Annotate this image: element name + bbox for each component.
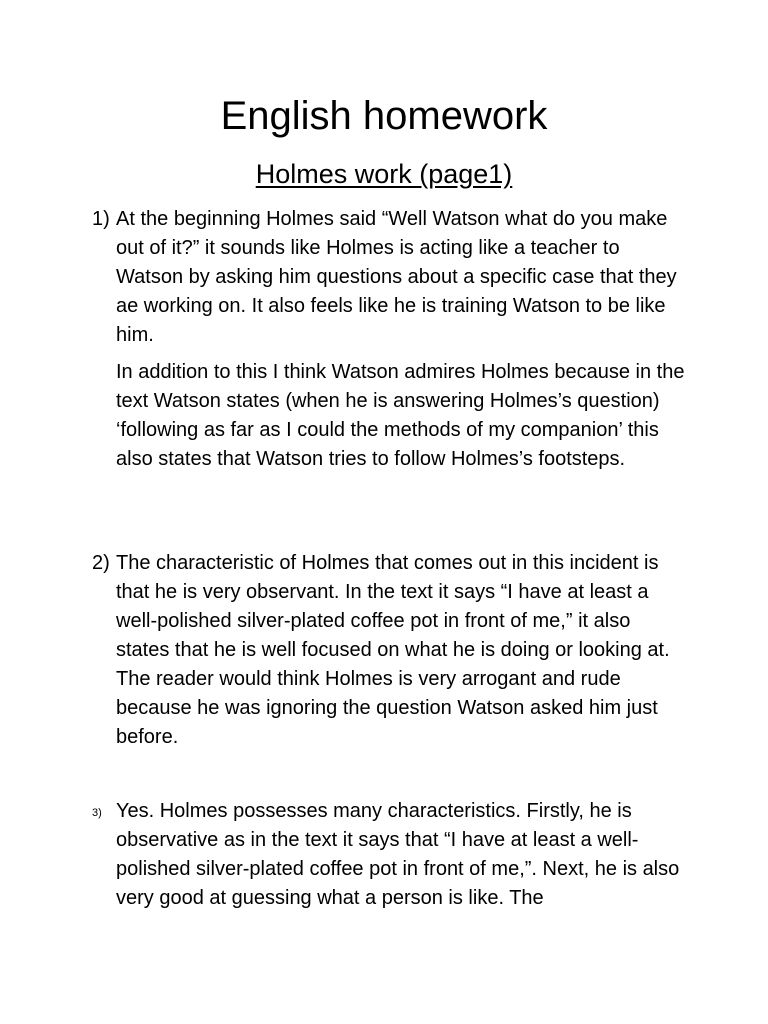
document-subtitle: Holmes work (page1) [255, 159, 513, 189]
document-title: English homework [220, 94, 548, 138]
list-item [92, 797, 692, 921]
paragraph: Yes. Holmes possesses many characteristics. Firstly, he is observative as in the text it says that “I have at least a well-polished silver-plated coffee pot in front of me,”. Next, he is also very good at guessing what a person is like. The [116, 800, 680, 909]
list-marker: 2) [92, 552, 110, 574]
paragraph: In addition to this I think Watson admires Holmes because in the text Watson states (when he is answering Holmes’s question) ‘following as far as I could the methods of my companion’ this also states that Watson tries to follow Holmes’s footsteps. [116, 361, 685, 470]
list-item [92, 549, 692, 760]
list-marker: 1) [92, 208, 110, 230]
list-marker: 3) [92, 807, 102, 819]
paragraph: The characteristic of Holmes that comes out in this incident is that he is very observant. In the text it says “I have at least a well-polished silver-plated coffee pot in front of me,” it also states that he is well focused on what he is doing or looking at. The reader would think Holmes is very arrogant and rude because he was ignoring the question Watson asked him just before. [116, 552, 670, 748]
paragraph: At the beginning Holmes said “Well Watson what do you make out of it?” it sounds like Holmes is acting like a teacher to Watson by asking him questions about a specific case that they ae working on. It also feels like he is training Watson to be like him. [116, 208, 677, 346]
list-item [92, 205, 692, 482]
